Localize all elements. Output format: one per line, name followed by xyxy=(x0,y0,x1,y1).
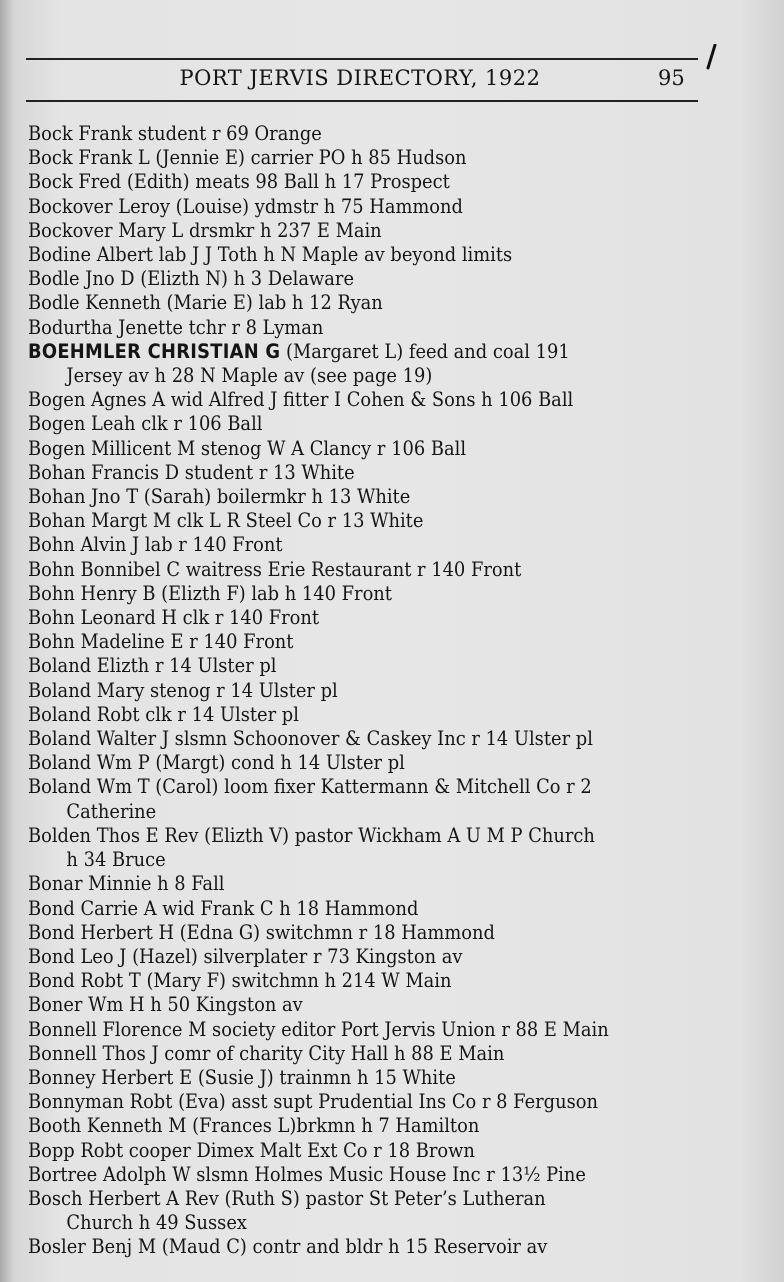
entry-text: Bohn Alvin J lab r 140 Front xyxy=(28,533,283,557)
directory-entry xyxy=(28,751,659,775)
directory-entry xyxy=(28,1018,659,1042)
entry-text: Bond Herbert H (Edna G) switchmn r 18 Hammond xyxy=(28,920,495,944)
entry-text: Bopp Robt cooper Dimex Malt Ext Co r 18 Brown xyxy=(28,1138,475,1162)
entry-text: Bohn Henry B (Elizth F) lab h 140 Front xyxy=(28,581,392,605)
directory-listing xyxy=(28,122,718,1260)
entry-text: Boner Wm H h 50 Kingston av xyxy=(28,993,303,1017)
entry-text: Booth Kenneth M (Frances L)brkmn h 7 Hamilton xyxy=(28,1114,480,1138)
directory-entry xyxy=(28,824,659,872)
directory-entry xyxy=(28,412,659,436)
entry-text: Bock Frank L (Jennie E) carrier PO h 85 Hudson xyxy=(28,146,467,170)
entry-text: Bonar Minnie h 8 Fall xyxy=(28,872,225,896)
entry-text: Bonnell Thos J comr of charity City Hall h 88 E Main xyxy=(28,1041,505,1065)
directory-entry xyxy=(28,485,659,509)
directory-entry xyxy=(28,1066,659,1090)
directory-entry xyxy=(28,703,659,727)
entry-text: Bond Leo J (Hazel) silverplater r 73 Kingston av xyxy=(28,944,463,968)
directory-entry xyxy=(28,437,659,461)
entry-text: Bogen Millicent M stenog W A Clancy r 106 Ball xyxy=(28,436,467,460)
header-top-rule xyxy=(26,58,698,60)
entry-continuation: h 34 Bruce xyxy=(66,848,166,872)
directory-entry xyxy=(28,1042,659,1066)
directory-entry xyxy=(28,969,659,993)
directory-entry xyxy=(28,146,659,170)
entry-text: Bockover Mary L drsmkr h 237 E Main xyxy=(28,218,382,242)
entry-text: Bodine Albert lab J J Toth h N Maple av beyond limits xyxy=(28,243,513,267)
directory-entry xyxy=(28,679,659,703)
header-bottom-rule xyxy=(26,100,698,102)
directory-entry xyxy=(28,606,659,630)
directory-entry xyxy=(28,727,659,751)
entry-text: Bock Fred (Edith) meats 98 Ball h 17 Prospect xyxy=(28,170,450,194)
directory-entry xyxy=(28,340,659,388)
page-number: 95 xyxy=(658,66,685,90)
entry-continuation: Church h 49 Sussex xyxy=(66,1211,247,1235)
entry-text: Bonnyman Robt (Eva) asst supt Prudential Ins Co r 8 Ferguson xyxy=(28,1090,598,1114)
entry-text: Boland Walter J slsmn Schoonover & Caskey Inc r 14 Ulster pl xyxy=(28,727,593,751)
directory-entry xyxy=(28,122,659,146)
directory-entry xyxy=(28,558,659,582)
directory-entry xyxy=(28,267,659,291)
entry-continuation: Catherine xyxy=(66,799,157,823)
entry-text: Boland Elizth r 14 Ulster pl xyxy=(28,654,277,678)
page-title: PORT JERVIS DIRECTORY, 1922 xyxy=(179,66,541,90)
directory-entry xyxy=(28,921,659,945)
entry-text: Bodle Kenneth (Marie E) lab h 12 Ryan xyxy=(28,291,383,315)
directory-entry xyxy=(28,1163,659,1187)
entry-text: Bortree Adolph W slsmn Holmes Music House Inc r 13½ Pine xyxy=(28,1162,586,1186)
directory-entry xyxy=(28,945,659,969)
directory-entry xyxy=(28,291,659,315)
directory-entry xyxy=(28,654,659,678)
directory-entry xyxy=(28,219,659,243)
directory-entry xyxy=(28,1235,659,1259)
directory-entry xyxy=(28,461,659,485)
entry-text: Boland Mary stenog r 14 Ulster pl xyxy=(28,678,338,702)
directory-entry xyxy=(28,630,659,654)
directory-entry xyxy=(28,993,659,1017)
pen-mark-icon xyxy=(704,44,718,70)
entry-text: Bohn Leonard H clk r 140 Front xyxy=(28,606,320,630)
entry-text: Bohn Bonnibel C waitress Erie Restaurant r 140 Front xyxy=(28,557,522,581)
entry-text: Boland Wm T (Carol) loom fixer Kattermann & Mitchell Co r 2 xyxy=(28,775,592,799)
entry-text: Boland Robt clk r 14 Ulster pl xyxy=(28,702,299,726)
entry-text: Bonnell Florence M society editor Port Jervis Union r 88 E Main xyxy=(28,1017,609,1041)
directory-entry xyxy=(28,316,659,340)
directory-entry xyxy=(28,533,659,557)
entry-text: Bock Frank student r 69 Orange xyxy=(28,122,322,145)
entry-text: Bodle Jno D (Elizth N) h 3 Delaware xyxy=(28,267,355,291)
entry-text: Boland Wm P (Margt) cond h 14 Ulster pl xyxy=(28,751,405,775)
entry-text: Bolden Thos E Rev (Elizth V) pastor Wickham A U M P Church xyxy=(28,823,595,847)
entry-text: Bonney Herbert E (Susie J) trainmn h 15 White xyxy=(28,1065,456,1089)
entry-text: Bohan Margt M clk L R Steel Co r 13 White xyxy=(28,509,424,533)
directory-entry xyxy=(28,1187,659,1235)
entry-text: Bond Robt T (Mary F) switchmn h 214 W Main xyxy=(28,969,452,993)
directory-entry xyxy=(28,897,659,921)
entry-continuation: Jersey av h 28 N Maple av (see page 19) xyxy=(66,364,433,388)
entry-text: Bogen Agnes A wid Alfred J fitter I Cohen & Sons h 106 Ball xyxy=(28,388,574,412)
entry-text: Bodurtha Jenette tchr r 8 Lyman xyxy=(28,315,324,339)
entry-text: Bohn Madeline E r 140 Front xyxy=(28,630,294,654)
entry-text: Bohan Jno T (Sarah) boilermkr h 13 White xyxy=(28,485,411,509)
directory-entry xyxy=(28,509,659,533)
entry-text: Bogen Leah clk r 106 Ball xyxy=(28,412,263,436)
directory-entry xyxy=(28,582,659,606)
entry-text: (Margaret L) feed and coal 191 xyxy=(280,339,570,363)
directory-entry xyxy=(28,1090,659,1114)
entry-text: Bond Carrie A wid Frank C h 18 Hammond xyxy=(28,896,419,920)
entry-text: Bohan Francis D student r 13 White xyxy=(28,460,355,484)
directory-entry xyxy=(28,775,659,823)
entry-text: Bosler Benj M (Maud C) contr and bldr h 15 Reservoir av xyxy=(28,1235,548,1259)
directory-entry xyxy=(28,1114,659,1138)
directory-entry xyxy=(28,195,659,219)
directory-entry xyxy=(28,872,659,896)
directory-entry xyxy=(28,243,659,267)
directory-entry xyxy=(28,170,659,194)
entry-name-bold: BOEHMLER CHRISTIAN G xyxy=(28,339,281,363)
entry-text: Bosch Herbert A Rev (Ruth S) pastor St Peter’s Lutheran xyxy=(28,1186,546,1210)
entry-text: Bockover Leroy (Louise) ydmstr h 75 Hammond xyxy=(28,194,463,218)
directory-entry xyxy=(28,388,659,412)
directory-entry xyxy=(28,1139,659,1163)
